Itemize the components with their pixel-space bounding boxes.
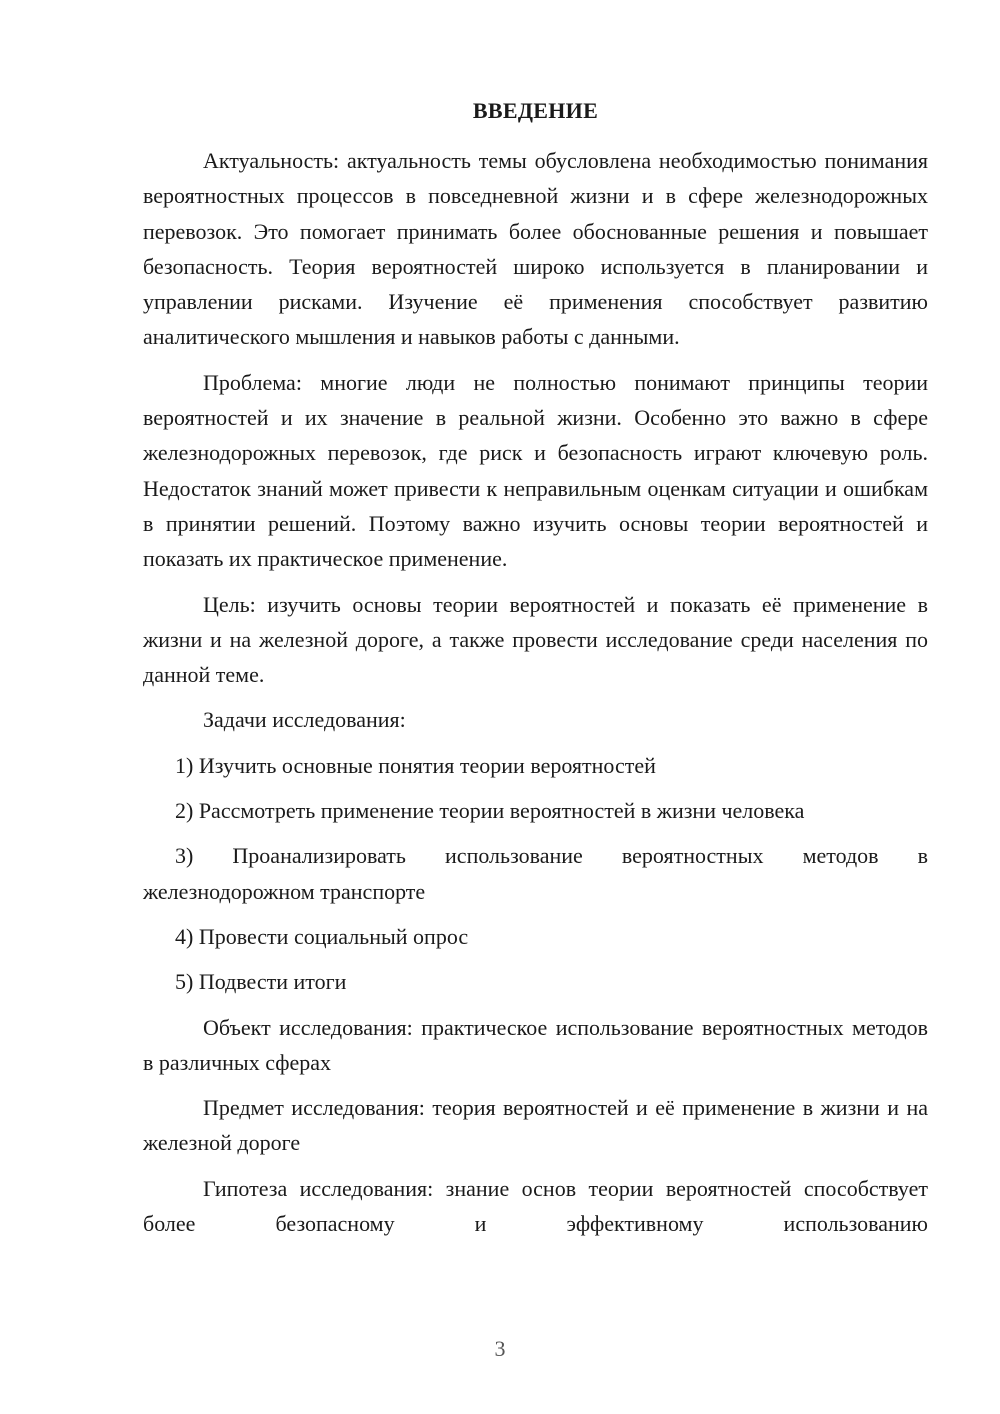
page-number: 3 (494, 1336, 506, 1361)
page-title: ВВЕДЕНИЕ (472, 98, 599, 123)
subject-paragraph: Предмет исследования: теория вероятностей и её применение в жизни и на железной дороге (143, 1095, 928, 1156)
relevance-paragraph: Актуальность: актуальность темы обусловлена необходимостью понимания вероятностных процессов в повседневной жизни и в сфере железнодорожных перевозок. Это помогает принимать более обоснованные решения и повышает безопасность. Теория вероятностей широко используется в планировании и управлении рисками. Изучение её применения способствует развитию аналитического мышления и навыков работы с данными. (143, 148, 928, 350)
problem-paragraph: Проблема: многие люди не полностью понимают принципы теории вероятностей и их значение в реальной жизни. Особенно это важно в сфере железнодорожных перевозок, где риск и безопасность играют ключевую роль. Недостаток знаний может привести к неправильным оценкам ситуации и ошибкам в принятии решений. Поэтому важно изучить основы теории вероятностей и показать их практическое применение. (143, 369, 928, 572)
tasks-heading: Задачи исследования: (203, 707, 406, 733)
page-body (143, 143, 928, 1251)
hypothesis-paragraph: Гипотеза исследования: знание основ теории вероятностей способствует более безопасному и эффективному использованию (143, 1175, 928, 1237)
task-item-2: 2) Рассмотреть применение теории вероятностей в жизни человека (175, 798, 805, 824)
task-item-5: 5) Подвести итоги (175, 969, 347, 995)
goal-paragraph: Цель: изучить основы теории вероятностей и показать её применение в жизни и на железной дороге, а также провести исследование среди населения по данной теме. (143, 591, 928, 688)
task-item-4: 4) Провести социальный опрос (175, 923, 469, 949)
task-item-3: 3) Проанализировать использование вероятностных методов в железнодорожном транспорте (143, 843, 928, 904)
object-paragraph: Объект исследования: практическое использование вероятностных методов в различных сферах (143, 1014, 928, 1075)
task-item-1: 1) Изучить основные понятия теории вероятностей (175, 752, 656, 778)
